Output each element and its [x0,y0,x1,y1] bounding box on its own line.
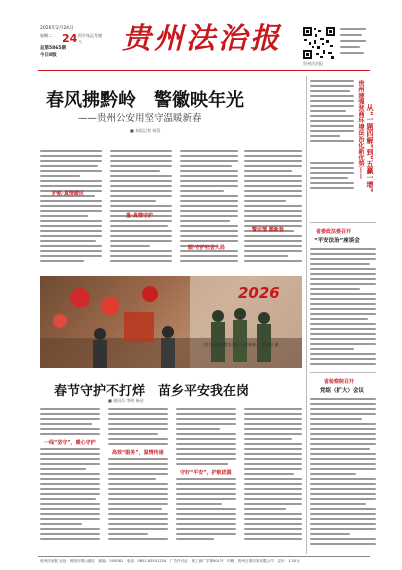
lead-body-column-1 [40,150,102,270]
subhead-2: 重·真情守护 [126,213,153,219]
right-column [310,76,376,554]
photo-note: 图为执勤民警在岗位上迎新春。 通讯员 摄 [204,342,279,347]
masthead-right-textblock [340,28,366,62]
masthead-weekday: 星期二 [40,33,52,38]
second-subhead-2: 高效“服务”，温情传递 [112,450,164,456]
photo-year-caption: 2026 [238,284,280,302]
qr-caption: 贵州法治报 [303,61,323,66]
vertical-banner [356,80,376,220]
vertical-banner-line2: 从“一题四解”到“五赢一增” [366,104,374,193]
vertical-banner-line1: 贵州建强营商环境法治化新优势—— [357,80,364,180]
masthead [0,0,402,70]
lead-subtitle: ——贵州公安用坚守温暖新春 [78,113,202,124]
second-subhead-1: 一线“坚守”，暖心守护 [44,440,96,446]
lead-byline: ■ 本报记者 胡蓉 [130,128,161,133]
masthead-lunar: 丙午年正月初八 [78,33,102,44]
second-story-body [40,408,302,550]
right-head-3: 省检察院召开 [324,379,355,385]
footer-text: 贵州法治报 社址：贵阳市观山湖区 邮编：550081 电话：0851-85551234 广告许可证：贵工商广字第001号 印刷：贵州日报印务有限公司 定价：1.50元 [40,559,300,563]
masthead-title: 贵州法治报 [122,21,283,55]
subhead-4: 警民情 暖新春 [252,227,284,233]
masthead-date: 2026年2月24日 [40,26,74,31]
right-head-4: 党组（扩大）会议 [320,388,365,394]
masthead-rule [38,70,370,71]
right-head-1: 省委政法委召开 [316,229,352,235]
qr-code-icon [302,26,336,60]
subhead-1: 护航·真情暖民 [52,191,84,197]
right-head-2: “平安法治”座谈会 [314,238,360,244]
lead-body-column-2 [110,150,172,270]
subhead-3: 服·守护社会大局 [188,245,225,251]
second-story-byline: ■ 通讯员 李明 杨洁 [108,398,144,403]
right-column-divider [306,76,307,554]
lead-body-column-3 [180,150,238,270]
second-story-title: 春节守护不打烊 苗乡平安我在岗 [54,384,250,399]
masthead-total-issue: 总第5865期 [40,46,67,51]
lead-photo [40,276,302,368]
footer-rule [38,556,370,557]
lead-body-column-4 [244,150,302,270]
masthead-issue-number: 24 [62,32,78,45]
masthead-pages: 今日8版 [40,53,57,58]
lead-title: 春风拂黔岭 警徽映年光 [46,90,244,111]
second-subhead-3: 守好“平安”，护航团圆 [180,470,232,476]
